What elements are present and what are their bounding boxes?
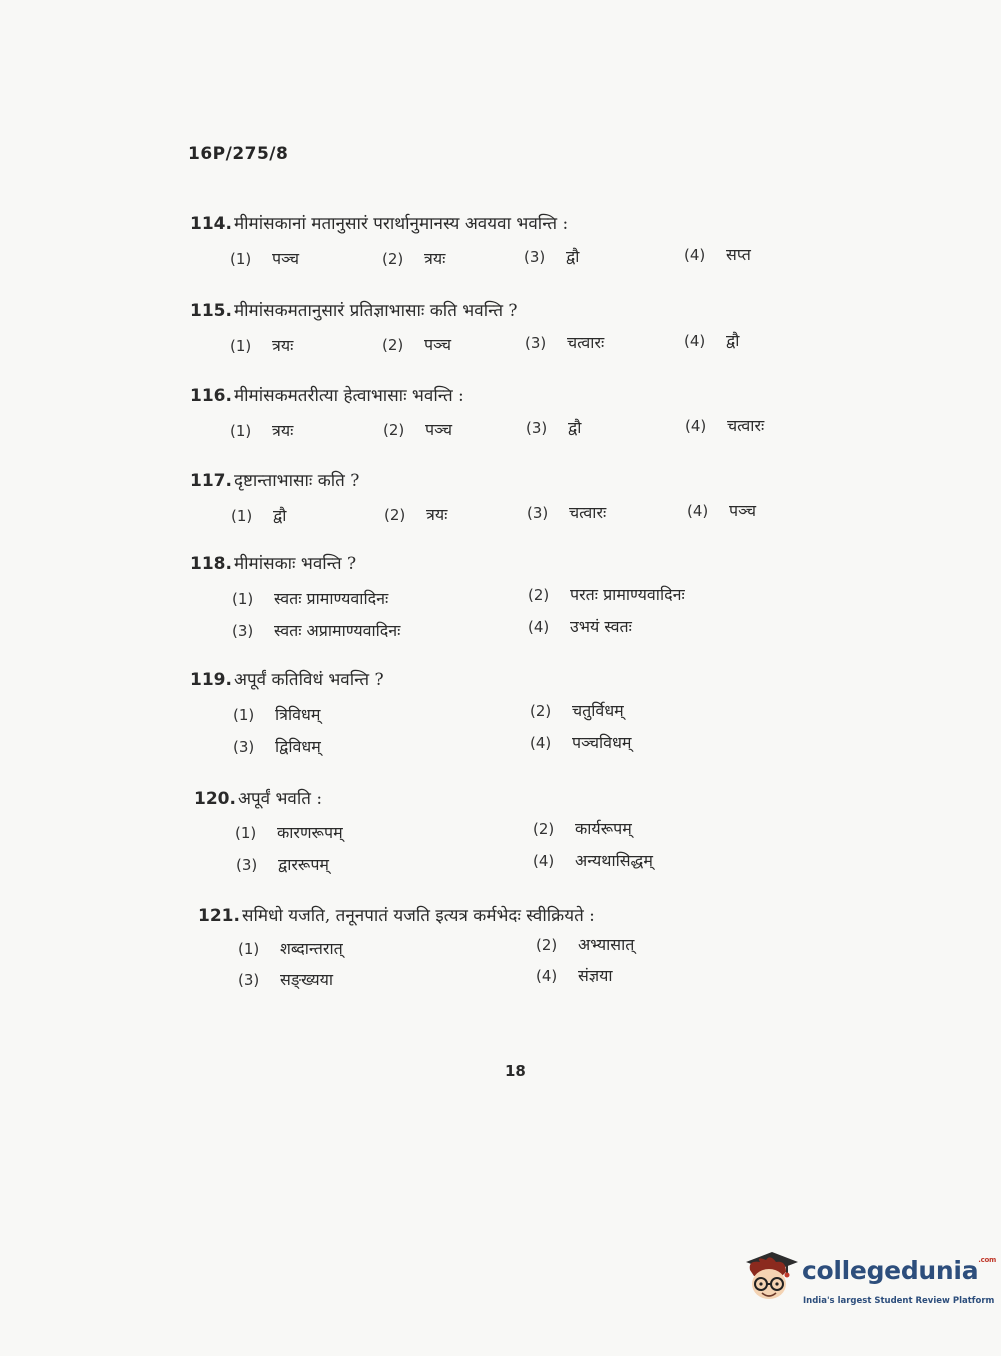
option-4[interactable]: (4) अन्यथासिद्धम् bbox=[533, 851, 653, 870]
option-3[interactable]: (3) चत्वारः bbox=[527, 503, 607, 522]
option-4[interactable]: (4) द्वौ bbox=[684, 331, 740, 350]
option-1[interactable]: (1) शब्दान्तरात् bbox=[238, 939, 343, 958]
question-text: अपूर्वं भवति : bbox=[237, 789, 323, 809]
question-stem bbox=[190, 298, 830, 324]
brand-name: collegedunia$^{.com}$ bbox=[802, 1256, 996, 1285]
question-stem bbox=[190, 903, 830, 929]
question-120 bbox=[190, 786, 830, 874]
option-1[interactable]: (1) स्वतः प्रामाण्यवादिनः bbox=[232, 589, 389, 608]
question-text: मीमांसकानां मतानुसारं परार्थानुमानस्य अवयवा भवन्ति : bbox=[233, 214, 569, 234]
question-text: दृष्टान्ताभासाः कति ? bbox=[233, 471, 360, 491]
option-4[interactable]: (4) उभयं स्वतः bbox=[528, 617, 632, 636]
question-stem bbox=[190, 786, 830, 812]
option-3[interactable]: (3) द्विविधम् bbox=[233, 737, 321, 756]
question-121 bbox=[190, 903, 830, 989]
question-118 bbox=[190, 551, 830, 640]
collegedunia-logo[interactable] bbox=[742, 1248, 996, 1314]
question-stem bbox=[190, 551, 830, 577]
option-2[interactable]: (2) अभ्यासात् bbox=[536, 935, 635, 954]
question-text: मीमांसकमतरीत्या हेत्वाभासाः भवन्ति : bbox=[233, 386, 464, 406]
question-stem bbox=[190, 383, 830, 409]
question-number: 119. bbox=[190, 670, 232, 690]
question-stem bbox=[190, 211, 830, 237]
option-1[interactable]: (1) त्रयः bbox=[230, 336, 294, 355]
question-number: 114. bbox=[190, 214, 232, 234]
option-4[interactable]: (4) संज्ञया bbox=[536, 966, 613, 985]
option-4[interactable]: (4) पञ्च bbox=[687, 501, 757, 520]
option-2[interactable]: (2) कार्यरूपम् bbox=[533, 819, 632, 838]
option-1[interactable]: (1) त्रयः bbox=[230, 421, 294, 440]
option-4[interactable]: (4) पञ्चविधम् bbox=[530, 733, 632, 752]
question-119 bbox=[190, 667, 830, 756]
option-3[interactable]: (3) सङ्ख्यया bbox=[238, 970, 334, 989]
question-stem bbox=[190, 667, 830, 693]
option-2[interactable]: (2) पञ्च bbox=[382, 335, 452, 354]
question-text: मीमांसकमतानुसारं प्रतिज्ञाभासाः कति भवन्ति ? bbox=[233, 301, 518, 321]
question-text: अपूर्वं कतिविधं भवन्ति ? bbox=[233, 670, 384, 690]
page-number: 18 bbox=[505, 1062, 526, 1080]
question-number: 118. bbox=[190, 554, 232, 574]
question-117 bbox=[190, 468, 830, 525]
option-3[interactable]: (3) चत्वारः bbox=[525, 333, 605, 352]
option-2[interactable]: (2) पञ्च bbox=[383, 420, 453, 439]
question-116 bbox=[190, 383, 830, 440]
option-3[interactable]: (3) द्वौ bbox=[526, 418, 582, 437]
option-3[interactable]: (3) द्वाररूपम् bbox=[236, 855, 329, 874]
paper-code: 16P/275/8 bbox=[188, 144, 289, 164]
question-number: 115. bbox=[190, 301, 232, 321]
question-number: 117. bbox=[190, 471, 232, 491]
option-2[interactable]: (2) चतुर्विधम् bbox=[530, 701, 624, 720]
question-number: 121. bbox=[198, 906, 240, 926]
question-text: समिधो यजति, तनूनपातं यजति इत्यत्र कर्मभेदः स्वीक्रियते : bbox=[241, 906, 595, 926]
option-1[interactable]: (1) द्वौ bbox=[231, 506, 287, 525]
question-stem bbox=[190, 468, 830, 494]
question-number: 120. bbox=[194, 789, 236, 809]
mascot-icon bbox=[742, 1248, 800, 1310]
option-4[interactable]: (4) सप्त bbox=[684, 245, 751, 264]
question-115 bbox=[190, 298, 830, 355]
question-text: मीमांसकाः भवन्ति ? bbox=[233, 554, 357, 574]
brand-tagline: India's largest Student Review Platform bbox=[803, 1296, 995, 1306]
question-number: 116. bbox=[190, 386, 232, 406]
option-3[interactable]: (3) स्वतः अप्रामाण्यवादिनः bbox=[232, 621, 401, 640]
option-1[interactable]: (1) त्रिविधम् bbox=[233, 705, 321, 724]
option-2[interactable]: (2) त्रयः bbox=[384, 505, 448, 524]
question-114 bbox=[190, 211, 830, 268]
option-1[interactable]: (1) कारणरूपम् bbox=[235, 823, 343, 842]
option-3[interactable]: (3) द्वौ bbox=[524, 247, 580, 266]
option-4[interactable]: (4) चत्वारः bbox=[685, 416, 765, 435]
option-2[interactable]: (2) परतः प्रामाण्यवादिनः bbox=[528, 585, 685, 604]
option-1[interactable]: (1) पञ्च bbox=[230, 249, 300, 268]
option-2[interactable]: (2) त्रयः bbox=[382, 249, 446, 268]
